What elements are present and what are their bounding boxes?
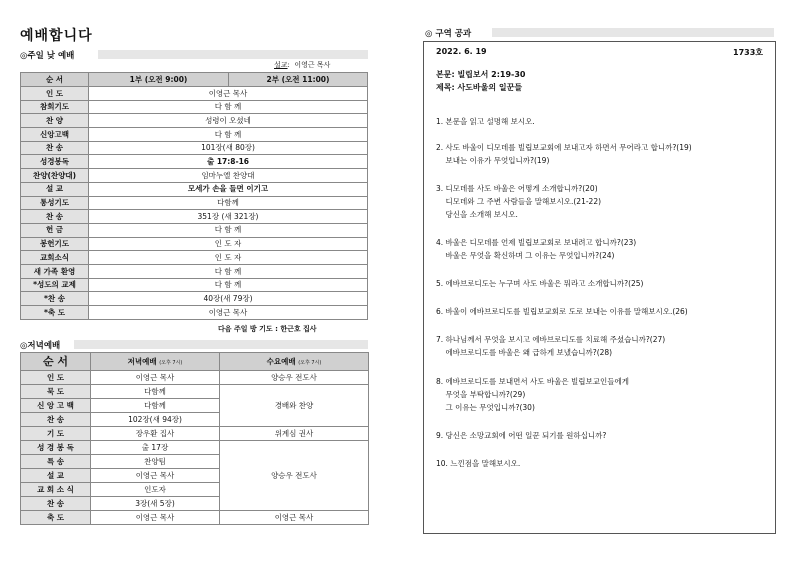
wed-leader: 양승우 전도사 bbox=[220, 371, 369, 385]
study-question: 6. 바울이 에바브로디도를 빌립보교회로 도로 보내는 이유를 말해보시오.(26) bbox=[436, 307, 688, 316]
study-question: 바울은 무엇을 확신하며 그 이유는 무엇입니까?(24) bbox=[436, 251, 615, 260]
sunday-heading: ◎주일 낮 예배 bbox=[20, 51, 75, 61]
order-value: 이영근 목사 bbox=[89, 306, 368, 320]
order-value: 다 함 께 bbox=[89, 128, 368, 142]
table-row bbox=[21, 292, 368, 306]
section-bar bbox=[98, 50, 368, 59]
table-row: 신 앙 고 백 다함께 bbox=[21, 399, 369, 413]
study-question: 당신을 소개해 보시오. bbox=[436, 210, 518, 219]
table-row bbox=[21, 100, 368, 114]
order-label: 성경봉독 bbox=[21, 155, 89, 169]
order-value: 성령이 오셨네 bbox=[89, 114, 368, 128]
table-row bbox=[21, 278, 368, 292]
study-question: 9. 당신은 소망교회에 어떤 일꾼 되기를 원하십니까? bbox=[436, 431, 607, 440]
wed-preacher: 양승우 전도사 bbox=[220, 441, 369, 511]
table-row: 찬 송 102장(새 94장) bbox=[21, 413, 369, 427]
evening-service-table bbox=[20, 352, 369, 525]
wed-benediction: 이영근 목사 bbox=[220, 511, 369, 525]
table-row: 설 교 이영근 목사 bbox=[21, 469, 369, 483]
table-row bbox=[21, 264, 368, 278]
study-question: 10. 느낀점을 말해보시오. bbox=[436, 459, 521, 468]
study-question: 1. 본문을 읽고 설명해 보시오. bbox=[436, 117, 535, 126]
study-subject: 제목: 사도바울의 일꾼들 bbox=[436, 83, 523, 92]
study-question: 무엇을 부탁합니까?(29) bbox=[436, 390, 526, 399]
order-value: 임마누엘 찬양대 bbox=[89, 169, 368, 183]
table-row bbox=[21, 141, 368, 155]
column-header: 2부 (오전 11:00) bbox=[229, 73, 368, 87]
study-question: 8. 에바브로디도를 보내면서 사도 바울은 빌립보교인들에게 bbox=[436, 377, 629, 386]
order-label: 인 도 bbox=[21, 87, 89, 101]
study-question: 5. 에바브로디도는 누구며 사도 바울은 뭐라고 소개합니까?(25) bbox=[436, 279, 644, 288]
order-label: 헌 금 bbox=[21, 223, 89, 237]
table-row bbox=[21, 155, 368, 169]
table-row bbox=[21, 128, 368, 142]
study-passage: 본문: 빌립보서 2:19-30 bbox=[436, 70, 526, 79]
column-header: 1부 (오전 9:00) bbox=[89, 73, 229, 87]
study-question: 2. 사도 바울이 디모데를 빌립보교회에 보내고자 하면서 무어라고 합니까?(19) bbox=[436, 143, 692, 152]
order-value: 다 함 께 bbox=[89, 100, 368, 114]
table-row bbox=[21, 114, 368, 128]
sermon-label: 설교 bbox=[274, 61, 288, 69]
table-row bbox=[21, 182, 368, 196]
order-label: 신앙고백 bbox=[21, 128, 89, 142]
table-row bbox=[21, 223, 368, 237]
table-row: 기 도 장우환 집사 위계심 권사 bbox=[21, 427, 369, 441]
order-value: 인 도 자 bbox=[89, 251, 368, 265]
column-header: 저녁예배 (오후 7시) bbox=[91, 353, 220, 371]
order-value: 인 도 자 bbox=[89, 237, 368, 251]
table-row: 축 도 이영근 목사 이영근 목사 bbox=[21, 511, 369, 525]
sermon-info: 설교: 이영근 목사 bbox=[274, 61, 331, 69]
sermon-preacher: 이영근 목사 bbox=[294, 61, 331, 69]
order-label: 봉헌기도 bbox=[21, 237, 89, 251]
order-label: *찬 송 bbox=[21, 292, 89, 306]
order-value: 다 함 께 bbox=[89, 264, 368, 278]
table-row: 성 경 봉 독 출 17장 양승우 전도사 bbox=[21, 441, 369, 455]
study-question: 4. 바울은 디모데를 언제 빌립보교회로 보내려고 합니까?(23) bbox=[436, 238, 637, 247]
section-bar bbox=[492, 28, 774, 37]
wed-prayer: 위계심 권사 bbox=[220, 427, 369, 441]
table-header-row bbox=[21, 73, 368, 87]
order-value: 다함께 bbox=[89, 196, 368, 210]
table-header-row bbox=[21, 353, 369, 371]
order-label: 참회기도 bbox=[21, 100, 89, 114]
order-value: 이영근 목사 bbox=[89, 87, 368, 101]
table-row: 교 회 소 식 인도자 bbox=[21, 483, 369, 497]
study-question: 보내는 이유가 무엇입니까?(19) bbox=[436, 156, 550, 165]
order-label: 새 가족 환영 bbox=[21, 264, 89, 278]
order-label: 찬 송 bbox=[21, 210, 89, 224]
table-row: 찬 송 3장(새 5장) bbox=[21, 497, 369, 511]
study-question: 그 이유는 무엇입니까?(30) bbox=[436, 403, 535, 412]
column-header: 수요예배 (오후 7시) bbox=[220, 353, 369, 371]
study-question: 7. 하나님께서 무엇을 보시고 에바브로디도를 치료해 주셨습니까?(27) bbox=[436, 335, 666, 344]
order-label: 교회소식 bbox=[21, 251, 89, 265]
order-value: 101장(새 80장) bbox=[89, 141, 368, 155]
order-label: *축 도 bbox=[21, 306, 89, 320]
table-row bbox=[21, 196, 368, 210]
table-row bbox=[21, 169, 368, 183]
study-heading: ◎ 구역 공과 bbox=[425, 29, 472, 39]
table-row bbox=[21, 210, 368, 224]
issue-number: 1733호 bbox=[733, 48, 763, 57]
column-header: 순 서 bbox=[21, 73, 89, 87]
section-bar bbox=[74, 340, 368, 349]
order-value: 모세가 손을 들면 이기고 bbox=[89, 182, 368, 196]
order-label: 통성기도 bbox=[21, 196, 89, 210]
evening-heading: ◎저녁예배 bbox=[20, 341, 61, 351]
table-row bbox=[21, 87, 368, 101]
table-row bbox=[21, 237, 368, 251]
study-question: 디모데와 그 주변 사람들을 말해보시오.(21-22) bbox=[436, 197, 602, 206]
order-label: 찬 양 bbox=[21, 114, 89, 128]
order-label: 설 교 bbox=[21, 182, 89, 196]
study-date: 2022. 6. 19 bbox=[436, 47, 487, 56]
table-row: 인 도 이영근 목사 양승우 전도사 bbox=[21, 371, 369, 385]
study-box bbox=[423, 41, 776, 534]
order-value: 351장 (새 321장) bbox=[89, 210, 368, 224]
table-row: 특 송 찬양팀 bbox=[21, 455, 369, 469]
order-label: 찬 송 bbox=[21, 141, 89, 155]
study-question: 에바브로디도를 바울은 왜 급하게 보냈습니까?(28) bbox=[436, 348, 613, 357]
order-value: 다 함 께 bbox=[89, 278, 368, 292]
order-value: 40장(새 79장) bbox=[89, 292, 368, 306]
column-header: 순 서 bbox=[21, 353, 91, 371]
order-value: 다 함 께 bbox=[89, 223, 368, 237]
order-label: 찬양(찬양대) bbox=[21, 169, 89, 183]
table-row bbox=[21, 251, 368, 265]
study-question: 3. 디모데를 사도 바울은 어떻게 소개합니까?(20) bbox=[436, 184, 598, 193]
sunday-service-table bbox=[20, 72, 368, 320]
page-title: 예배합니다 bbox=[20, 28, 93, 44]
wed-praise: 경배와 찬양 bbox=[220, 385, 369, 427]
table-row: 묵 도 다함께 경배와 찬양 bbox=[21, 385, 369, 399]
table-row bbox=[21, 306, 368, 320]
next-prayer: 다음 주일 방 기도 : 한근호 집사 bbox=[218, 325, 317, 333]
order-label: *성도의 교제 bbox=[21, 278, 89, 292]
order-value: 출 17:8-16 bbox=[89, 155, 368, 169]
